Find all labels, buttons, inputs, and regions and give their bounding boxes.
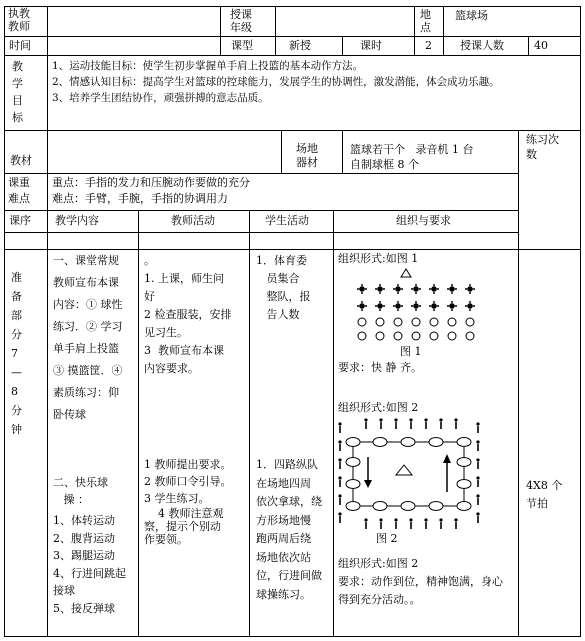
- column-order: 课序: [9, 214, 31, 227]
- student-star: [429, 284, 439, 294]
- figures-top: [364, 418, 457, 429]
- org2-title-b: 组织形式:如图 2: [338, 557, 419, 570]
- person-head: [338, 458, 341, 461]
- student-oval: [346, 438, 360, 447]
- person-head: [439, 518, 442, 521]
- student-star: [429, 301, 439, 311]
- person-head: [424, 418, 427, 421]
- person-head: [338, 476, 341, 479]
- column-organization: 组织与要求: [396, 214, 451, 227]
- key-focus: 重点：手指的发力和压腕动作要做的充分: [52, 176, 250, 189]
- person-head: [476, 422, 479, 425]
- student-oval: [401, 438, 415, 447]
- person-head: [476, 440, 479, 443]
- practice-count-value: 4X8 个 节拍: [526, 479, 563, 510]
- person-head: [476, 476, 479, 479]
- person-head: [476, 494, 479, 497]
- person-head: [364, 418, 367, 421]
- student-oval: [457, 480, 471, 489]
- org2-requirement: 要求：动作到位，精神饱满，身心 得到充分活动。。: [338, 575, 503, 606]
- arrow-up-head: [443, 454, 451, 463]
- column-teacher: 教师活动: [171, 214, 215, 227]
- goal-item-1: 1、运动技能目标：使学生初步掌握单手肩上投篮的基本动作方法。: [52, 60, 364, 72]
- location-label: 地 点: [420, 8, 431, 34]
- student-ovals: [346, 438, 471, 511]
- student-oval: [429, 502, 443, 511]
- student-star: [393, 284, 403, 294]
- student-oval: [457, 502, 471, 511]
- lesson-type-label: 课型: [231, 39, 253, 52]
- person-head: [338, 422, 341, 425]
- person-head: [379, 518, 382, 521]
- student-stars-row-1: [357, 284, 475, 294]
- teacher-part2: 1 教师提出要求。 2 教师口令引导。 3 学生练习。: [144, 458, 232, 505]
- student-star: [375, 284, 385, 294]
- student-circles-row-2: [358, 332, 474, 340]
- person-head: [454, 418, 457, 421]
- goal-item-2: 2、情感认知目标：提高学生对篮球的控球能力，发展学生的协调性，激发潜能，体会成功乐趣。: [52, 76, 500, 88]
- person-head: [338, 440, 341, 443]
- student-stars-row-2: [357, 301, 475, 311]
- person-head: [454, 518, 457, 521]
- student-circle: [412, 332, 420, 340]
- student-star: [465, 301, 475, 311]
- location-value: 篮球场: [455, 9, 488, 22]
- student-oval: [346, 458, 360, 467]
- venue-label: 场地 器材: [296, 142, 318, 169]
- person-head: [394, 418, 397, 421]
- student-oval: [457, 458, 471, 467]
- materials-label: 教材: [10, 154, 32, 167]
- goals-label: 教 学 目 标: [12, 60, 23, 124]
- teacher-label: 执教 教师: [8, 7, 30, 33]
- figures-right: [476, 422, 479, 523]
- periods-value: 2: [425, 39, 432, 52]
- venue-value: 篮球若干个 录音机 1 台 自制球框 8 个: [350, 143, 474, 171]
- goal-item-3: 3、培养学生团结协作，顽强拼搏的意志品质。: [52, 92, 269, 104]
- formation-diagram-1: [334, 262, 518, 346]
- student-oval: [457, 438, 471, 447]
- student-oval: [429, 438, 443, 447]
- content-part2-title: 二、快乐球 操 ：: [53, 476, 108, 506]
- figures-bottom: [364, 518, 457, 529]
- student-circle: [430, 318, 438, 326]
- content-part2-items: 1、体转运动 2、腹背运动 3、踢腿运动 4、行进间跳起 接球 5、接反弹球: [53, 514, 126, 615]
- student-circle: [448, 332, 456, 340]
- student-part1: 1．体育委 员集合 整队，报 告人数: [256, 254, 311, 321]
- time-label: 时间: [9, 39, 31, 52]
- new-lesson-value: 新授: [289, 39, 311, 52]
- student-star: [465, 284, 475, 294]
- student-circles-row-1: [358, 318, 474, 326]
- key-points-label: 课重 难点: [8, 176, 30, 205]
- student-oval: [346, 502, 360, 511]
- course-grade-label: 授课 年级: [230, 8, 252, 34]
- figure1-caption: 图 1: [400, 345, 422, 358]
- student-circle: [394, 318, 402, 326]
- student-circle: [448, 318, 456, 326]
- figures-left: [338, 422, 341, 523]
- teacher-part2-note: 4 教师注意观 察，提示个别动 作要领。: [144, 507, 224, 546]
- teacher-part1: 。 1. 上课，师生问 好 2 检查服装，安排 见习生。 3 教师宣布本课 内容要求。: [144, 254, 232, 375]
- person-head: [338, 494, 341, 497]
- org1-title: 组织形式:如图 1: [338, 252, 419, 265]
- column-content: 教学内容: [55, 214, 99, 227]
- student-circle: [394, 332, 402, 340]
- student-oval: [346, 480, 360, 489]
- student-part2: 1．四路纵队 在场地四周 依次拿球，绕 方形场地慢 跑两周后绕 场地依次站 位，行进间做 球操练习。: [256, 458, 322, 601]
- formation-diagram-2: [334, 412, 518, 534]
- person-head: [409, 418, 412, 421]
- column-student: 学生活动: [265, 214, 309, 227]
- content-part1: 一、课堂常规 教师宣布本课 内容：① 球性 练习．② 学习 单手肩上投篮 ③ 摸篮筐．④ 素质练习：仰 卧传球: [53, 254, 123, 421]
- student-star: [447, 301, 457, 311]
- student-circle: [358, 332, 366, 340]
- person-head: [379, 418, 382, 421]
- students-value: 40: [534, 39, 548, 52]
- student-star: [375, 301, 385, 311]
- org2-title: 组织形式:如图 2: [338, 401, 419, 414]
- student-star: [393, 301, 403, 311]
- person-head: [364, 518, 367, 521]
- student-circle: [412, 318, 420, 326]
- arrow-down-head: [364, 480, 372, 488]
- person-head: [439, 418, 442, 421]
- student-oval: [373, 438, 387, 447]
- person-head: [394, 518, 397, 521]
- student-circle: [466, 318, 474, 326]
- person-head: [424, 518, 427, 521]
- periods-label: 课时: [360, 39, 382, 52]
- person-head: [409, 518, 412, 521]
- student-star: [411, 284, 421, 294]
- key-difficulty: 难点：手臂，手腕，手指的协调用力: [52, 192, 228, 205]
- figure2-caption: 图 2: [376, 532, 398, 545]
- student-oval: [401, 502, 415, 511]
- person-head: [476, 458, 479, 461]
- teacher-triangle-2: [396, 465, 412, 475]
- person-head: [338, 512, 341, 515]
- student-oval: [373, 502, 387, 511]
- student-star: [357, 301, 367, 311]
- student-circle: [376, 332, 384, 340]
- org1-requirement: 要求：快 静 齐。: [338, 361, 422, 374]
- student-star: [447, 284, 457, 294]
- person-head: [476, 512, 479, 515]
- students-label: 授课人数: [460, 39, 504, 52]
- student-circle: [376, 318, 384, 326]
- teacher-triangle: [401, 269, 411, 277]
- student-circle: [430, 332, 438, 340]
- practice-count-label: 练习次 数: [526, 133, 559, 161]
- student-circle: [466, 332, 474, 340]
- student-star: [411, 301, 421, 311]
- student-circle: [358, 318, 366, 326]
- section-label: 准 备 部 分 7 — 8 分 钟: [11, 271, 22, 436]
- student-star: [357, 284, 367, 294]
